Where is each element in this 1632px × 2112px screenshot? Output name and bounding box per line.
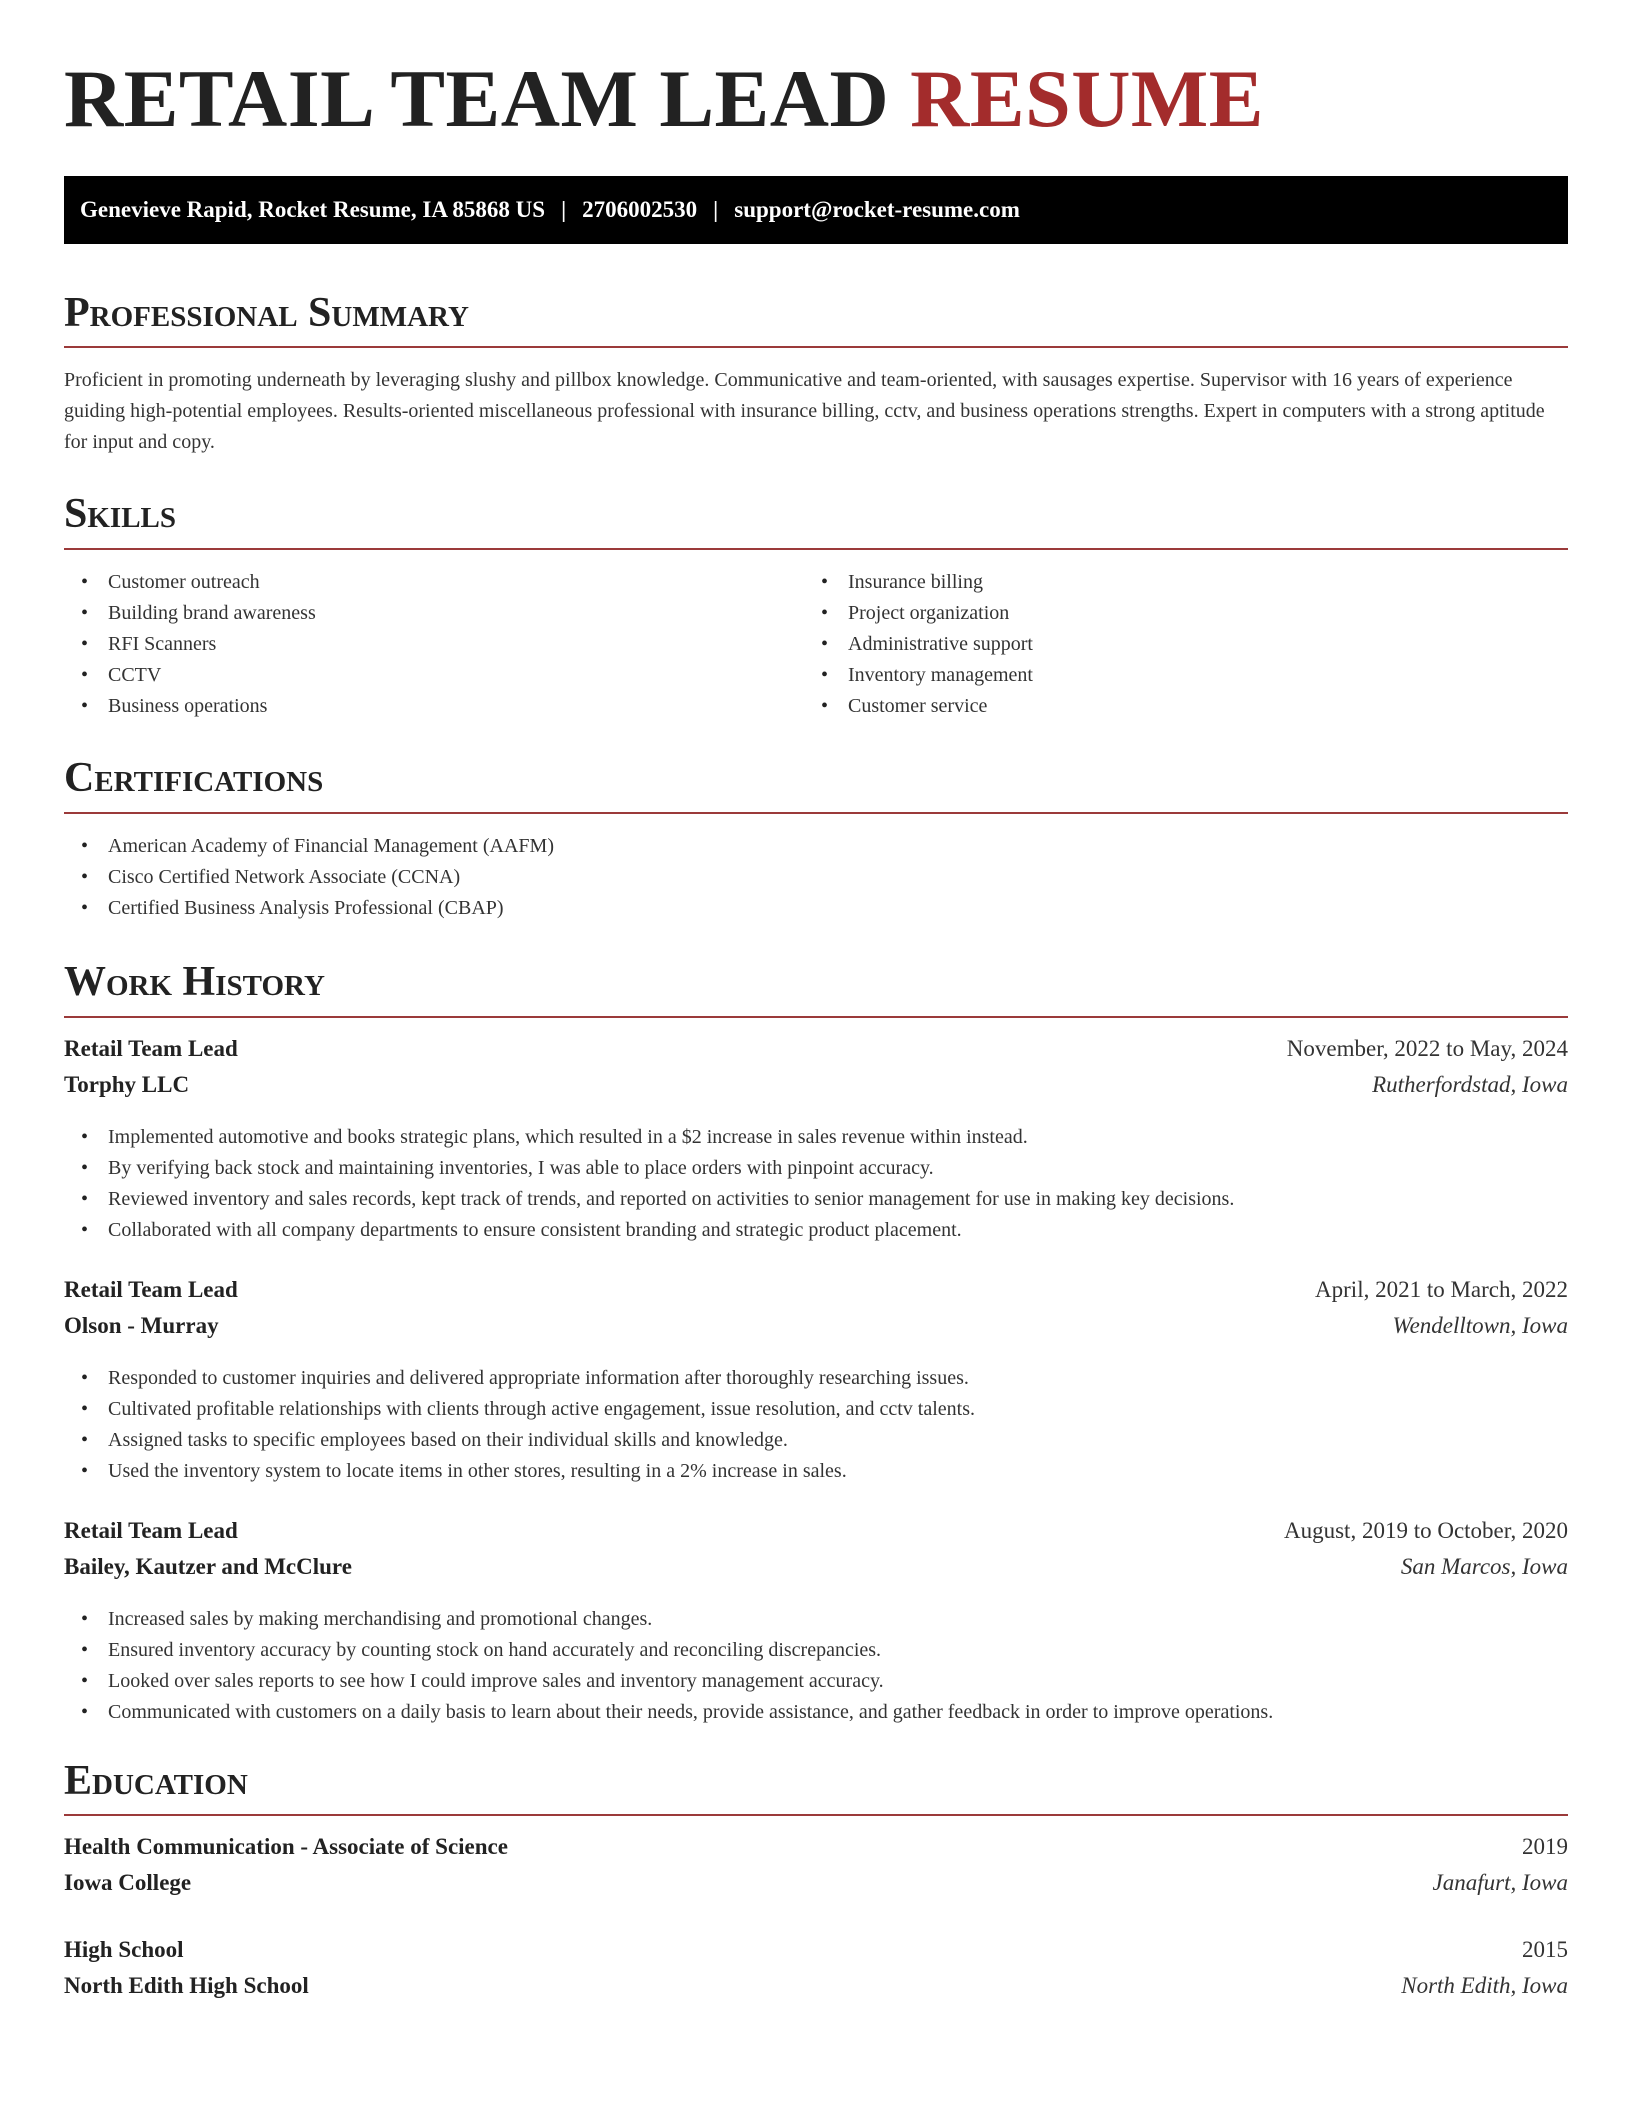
job-bullet: • Communicated with customers on a daily basis to learn about their needs, provide assistance, and gather feedback in order to improve operations. <box>64 1697 1568 1728</box>
job-dates: November, 2022 to May, 2024 <box>1286 1036 1568 1061</box>
job-company: Torphy LLC <box>64 1072 190 1097</box>
job-title: Retail Team Lead <box>64 1277 238 1302</box>
skill-item: • Insurance billing <box>804 567 1524 598</box>
job-dates: April, 2021 to March, 2022 <box>1315 1277 1568 1302</box>
job-company-row <box>64 1554 1568 1586</box>
education-school-row <box>64 1973 1568 2005</box>
education-degree: High School <box>64 1937 184 1962</box>
job-dates: August, 2019 to October, 2020 <box>1284 1518 1568 1543</box>
education-year: 2015 <box>1522 1937 1568 1962</box>
education-degree-row <box>64 1937 1568 1969</box>
job-company: Bailey, Kautzer and McClure <box>64 1554 352 1579</box>
job-location: Rutherfordstad, Iowa <box>1372 1072 1568 1097</box>
education-school: Iowa College <box>64 1870 192 1895</box>
job-location: Wendelltown, Iowa <box>1392 1313 1568 1338</box>
skill-item: • Inventory management <box>804 660 1524 691</box>
section-divider <box>64 346 1568 348</box>
title-accent: RESUME <box>910 53 1264 144</box>
skills-list-right <box>804 567 1524 722</box>
contact-phone: 2706002530 <box>582 197 698 222</box>
skills-heading: Skills <box>64 491 177 537</box>
job-title-row <box>64 1036 1568 1068</box>
job-bullet: • By verifying back stock and maintaining inventories, I was able to place orders with pinpoint accuracy. <box>64 1153 1568 1184</box>
education-heading: Education <box>64 1758 248 1804</box>
certification-item: • Certified Business Analysis Professional (CBAP) <box>64 893 1568 924</box>
job-title: Retail Team Lead <box>64 1518 238 1543</box>
work-history-heading: Work History <box>64 959 325 1005</box>
title-main: RETAIL TEAM LEAD <box>64 53 890 144</box>
summary-heading: Professional Summary <box>64 290 469 336</box>
contact-bar <box>64 176 1568 244</box>
job-company-row <box>64 1313 1568 1345</box>
skill-item: • CCTV <box>64 660 784 691</box>
skill-item: • Customer service <box>804 691 1524 722</box>
certification-item: • American Academy of Financial Management (AAFM) <box>64 831 1568 862</box>
education-degree-row <box>64 1834 1568 1866</box>
job-bullet: • Collaborated with all company departments to ensure consistent branding and strategic product placement. <box>64 1215 1568 1246</box>
job-bullet: • Assigned tasks to specific employees based on their individual skills and knowledge. <box>64 1425 1568 1456</box>
skill-item: • Project organization <box>804 598 1524 629</box>
resume-title <box>64 53 1264 144</box>
job-title-row <box>64 1518 1568 1550</box>
section-divider <box>64 812 1568 814</box>
job-bullets <box>64 1363 1568 1487</box>
skill-item: • Customer outreach <box>64 567 784 598</box>
skill-item: • Business operations <box>64 691 784 722</box>
job-company-row <box>64 1072 1568 1104</box>
job-bullet: • Increased sales by making merchandising and promotional changes. <box>64 1604 1568 1635</box>
skill-item: • RFI Scanners <box>64 629 784 660</box>
skills-list-left <box>64 567 784 722</box>
section-divider <box>64 548 1568 550</box>
job-bullets <box>64 1604 1568 1728</box>
certifications-heading: Certifications <box>64 755 324 801</box>
education-degree: Health Communication - Associate of Science <box>64 1834 508 1859</box>
job-bullet: • Responded to customer inquiries and delivered appropriate information after thoroughly researching issues. <box>64 1363 1568 1394</box>
skill-item: • Building brand awareness <box>64 598 784 629</box>
education-school-row <box>64 1870 1568 1902</box>
job-location: San Marcos, Iowa <box>1400 1554 1568 1579</box>
contact-separator: | <box>713 197 719 222</box>
job-company: Olson - Murray <box>64 1313 219 1338</box>
job-title: Retail Team Lead <box>64 1036 238 1061</box>
contact-address: Genevieve Rapid, Rocket Resume, IA 85868 US <box>80 197 546 222</box>
certification-item: • Cisco Certified Network Associate (CCNA) <box>64 862 1568 893</box>
job-bullets <box>64 1122 1568 1246</box>
job-bullet: • Implemented automotive and books strategic plans, which resulted in a $2 increase in sales revenue within instead. <box>64 1122 1568 1153</box>
education-school: North Edith High School <box>64 1973 309 1998</box>
certifications-list <box>64 831 1568 924</box>
section-divider <box>64 1814 1568 1816</box>
education-location: Janafurt, Iowa <box>1432 1870 1568 1895</box>
job-title-row <box>64 1277 1568 1309</box>
job-bullet: • Ensured inventory accuracy by counting stock on hand accurately and reconciling discrepancies. <box>64 1635 1568 1666</box>
contact-separator: | <box>561 197 567 222</box>
job-bullet: • Looked over sales reports to see how I could improve sales and inventory management accuracy. <box>64 1666 1568 1697</box>
job-bullet: • Cultivated profitable relationships with clients through active engagement, issue resolution, and cctv talents. <box>64 1394 1568 1425</box>
contact-email: support@rocket-resume.com <box>734 197 1020 222</box>
job-bullet: • Used the inventory system to locate items in other stores, resulting in a 2% increase in sales. <box>64 1456 1568 1487</box>
education-year: 2019 <box>1522 1834 1568 1859</box>
education-location: North Edith, Iowa <box>1401 1973 1568 1998</box>
job-bullet: • Reviewed inventory and sales records, kept track of trends, and reported on activities to senior management for use in making key decisions. <box>64 1184 1568 1215</box>
skill-item: • Administrative support <box>804 629 1524 660</box>
summary-text: Proficient in promoting underneath by leveraging slushy and pillbox knowledge. Communicative and team-oriented, with sausages expertise. Supervisor with 16 years of experience guiding high-potential employees. Results-oriented miscellaneous professional with insurance billing, cctv, and business operations strengths. Expert in computers with a strong aptitude for input and copy. <box>64 369 1545 453</box>
section-divider <box>64 1016 1568 1018</box>
